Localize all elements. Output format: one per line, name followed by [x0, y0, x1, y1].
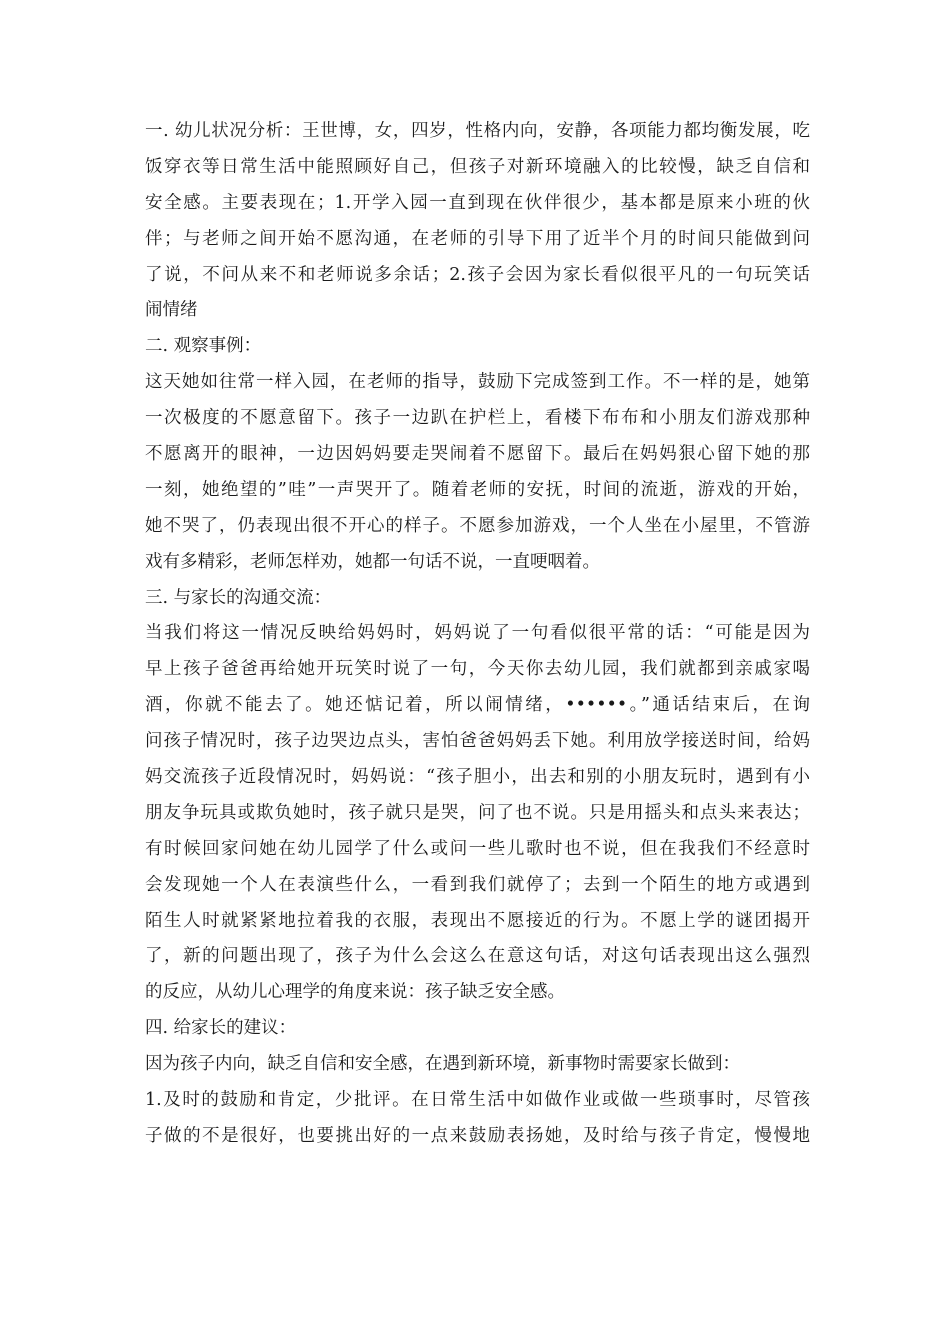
- text-line: 四. 给家长的建议：: [145, 1018, 297, 1039]
- text-line: 陌生人时就紧紧地拉着我的衣服，表现出不愿接近的行为。不愿上学的谜团揭开: [145, 910, 810, 931]
- text-line: 一刻，她绝望的”哇”一声哭开了。随着老师的安抚，时间的流逝，游戏的开始，: [145, 479, 810, 500]
- text-line: 问孩子情况时，孩子边哭边点头，害怕爸爸妈妈丢下她。利用放学接送时间，给妈: [145, 731, 810, 752]
- text-line: 酒，你就不能去了。她还惦记着，所以闹情绪，••••••。”通话结束后，在询: [145, 695, 810, 716]
- text-line: 有时候回家问她在幼儿园学了什么或问一些儿歌时也不说，但在我我们不经意时: [145, 838, 810, 859]
- text-line: 子做的不是很好，也要挑出好的一点来鼓励表扬她，及时给与孩子肯定，慢慢地: [145, 1125, 810, 1146]
- text-line: 朋友争玩具或欺负她时，孩子就只是哭，问了也不说。只是用摇头和点头来表达；: [145, 802, 810, 823]
- text-line: 她不哭了，仍表现出很不开心的样子。不愿参加游戏，一个人坐在小屋里，不管游: [145, 515, 810, 536]
- text-line: 一次极度的不愿意留下。孩子一边趴在护栏上，看楼下布布和小朋友们游戏那种: [145, 408, 810, 429]
- text-line: 安全感。主要表现在；1.开学入园一直到现在伙伴很少，基本都是原来小班的伙: [145, 192, 810, 213]
- text-line: 了说，不问从来不和老师说多余话；2.孩子会因为家长看似很平凡的一句玩笑话: [145, 264, 810, 285]
- text-line: 早上孩子爸爸再给她开玩笑时说了一句，今天你去幼儿园，我们就都到亲戚家喝: [145, 659, 810, 680]
- text-line: 当我们将这一情况反映给妈妈时，妈妈说了一句看似很平常的话：“可能是因为: [145, 623, 810, 644]
- text-line: 三. 与家长的沟通交流：: [145, 587, 332, 608]
- text-line: 这天她如往常一样入园，在老师的指导，鼓励下完成签到工作。不一样的是，她第: [145, 372, 810, 393]
- text-line: 不愿离开的眼神，一边因妈妈要走哭闹着不愿留下。最后在妈妈狠心留下她的那: [145, 444, 810, 465]
- text-line: 二. 观察事例：: [145, 336, 262, 357]
- text-line: 因为孩子内向，缺乏自信和安全感，在遇到新环境，新事物时需要家长做到：: [145, 1054, 740, 1075]
- text-line: 饭穿衣等日常生活中能照顾好自己，但孩子对新环境融入的比较慢，缺乏自信和: [145, 156, 810, 177]
- text-line: 戏有多精彩，老师怎样劝，她都一句话不说，一直哽咽着。: [145, 551, 600, 572]
- text-line: 妈交流孩子近段情况时，妈妈说：“孩子胆小，出去和别的小朋友玩时，遇到有小: [145, 767, 810, 788]
- text-line: 闹情绪: [145, 300, 198, 321]
- text-line: 的反应，从幼儿心理学的角度来说：孩子缺乏安全感。: [145, 982, 565, 1003]
- document-page: [145, 114, 810, 1155]
- text-line: 1.及时的鼓励和肯定，少批评。在日常生活中如做作业或做一些琐事时，尽管孩: [145, 1090, 810, 1111]
- text-line: 一. 幼儿状况分析：王世博，女，四岁，性格内向，安静，各项能力都均衡发展，吃: [145, 121, 810, 141]
- text-line: 了，新的问题出现了，孩子为什么会这么在意这句话，对这句话表现出这么强烈: [145, 946, 810, 967]
- text-line: 会发现她一个人在表演些什么，一看到我们就停了；去到一个陌生的地方或遇到: [145, 874, 810, 895]
- text-line: 伴；与老师之间开始不愿沟通，在老师的引导下用了近半个月的时间只能做到问: [145, 228, 810, 249]
